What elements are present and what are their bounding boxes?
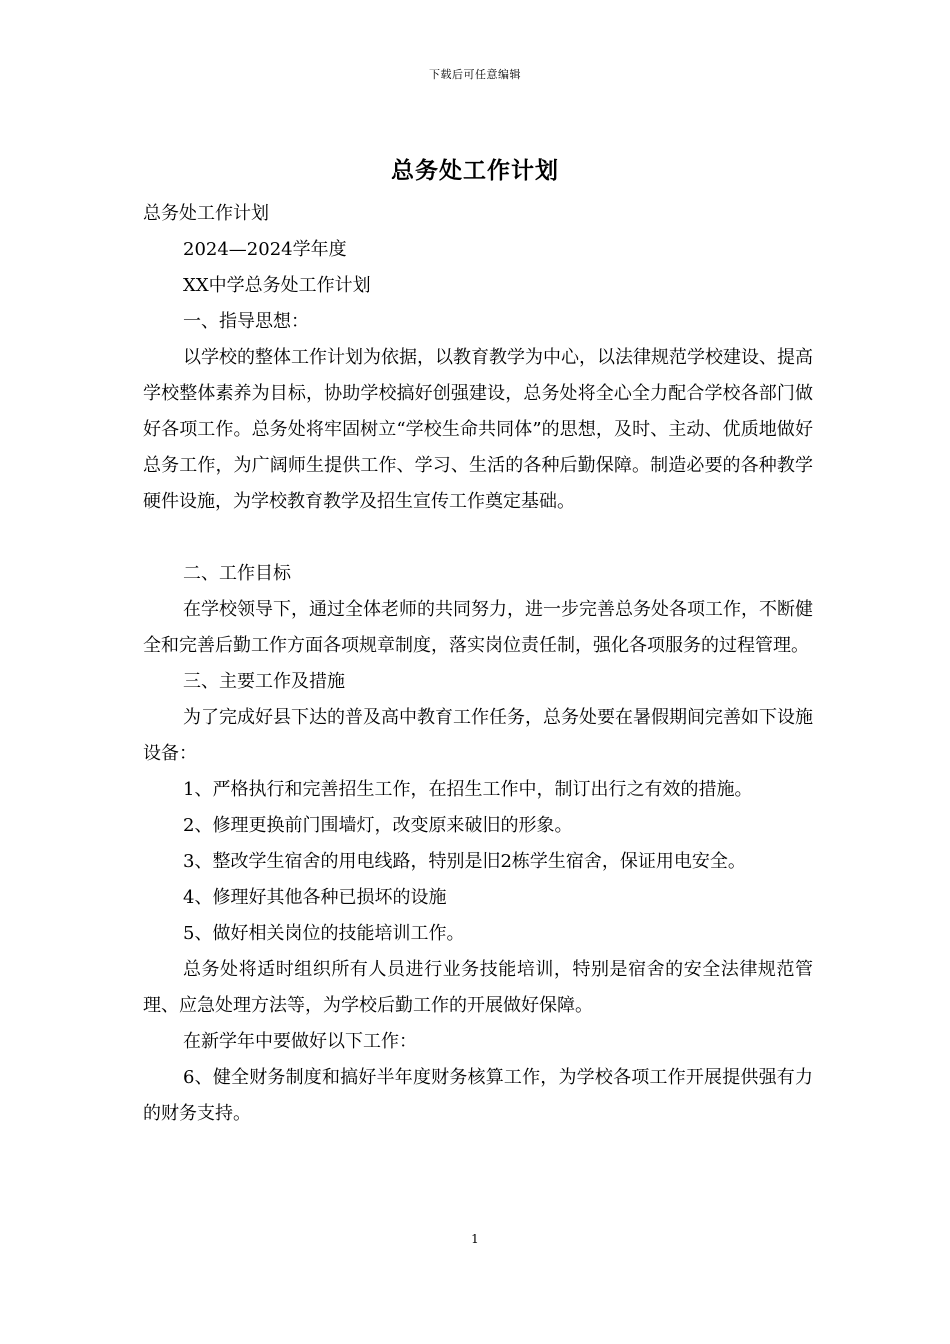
section-heading-goals: 二、工作目标 — [183, 563, 291, 584]
paragraph-goals: 在学校领导下，通过全体老师的共同努力，进一步完善总务处各项工作，不断健全和完善后勤工作方面各项规章制度，落实岗位责任制，强化各项服务的过程管理。 — [143, 599, 813, 656]
list-item-1: 1、严格执行和完善招生工作，在招生工作中，制订出行之有效的措施。 — [183, 779, 753, 800]
paragraph-training: 总务处将适时组织所有人员进行业务技能培训，特别是宿舍的安全法律规范管理、应急处理方法等，为学校后勤工作的开展做好保障。 — [143, 959, 813, 1016]
list-item-2: 2、修理更换前门围墙灯，改变原来破旧的形象。 — [183, 815, 573, 836]
list-item-4: 4、修理好其他各种已损坏的设施 — [183, 887, 447, 908]
section-heading-guiding: 一、指导思想： — [183, 311, 309, 332]
header-note: 下载后可任意编辑 — [429, 68, 521, 81]
paragraph-guiding: 以学校的整体工作计划为依据，以教育教学为中心，以法律规范学校建设、提高学校整体素养为目标，协助学校搞好创强建设，总务处将全心全力配合学校各部门做好各项工作。总务处将牢固树立“学校生命共同体”的思想，及时、主动、优质地做好总务工作，为广阔师生提供工作、学习、生活的各种后勤保障。制造必要的各种教学硬件设施，为学校教育教学及招生宣传工作奠定基础。 — [143, 347, 813, 512]
section-heading-measures: 三、主要工作及措施 — [183, 671, 345, 692]
school-year-line: 2024—2024学年度 — [183, 239, 347, 260]
list-item-5: 5、做好相关岗位的技能培训工作。 — [183, 923, 465, 944]
document-body — [143, 196, 813, 1132]
page-number: 1 — [471, 1232, 479, 1246]
paragraph-measures-intro: 为了完成好县下达的普及高中教育工作任务，总务处要在暑假期间完善如下设施设备： — [143, 707, 813, 764]
document-title: 总务处工作计划 — [391, 157, 559, 184]
paragraph-new-year-intro: 在新学年中要做好以下工作： — [183, 1031, 417, 1052]
list-item-3: 3、整改学生宿舍的用电线路，特别是旧2栋学生宿舍，保证用电安全。 — [183, 851, 746, 872]
list-item-6: 6、健全财务制度和搞好半年度财务核算工作，为学校各项工作开展提供强有力的财务支持。 — [143, 1067, 813, 1124]
subtitle-line: 总务处工作计划 — [143, 203, 269, 224]
plan-name-line: XX中学总务处工作计划 — [183, 275, 371, 296]
blank-line — [143, 520, 813, 556]
